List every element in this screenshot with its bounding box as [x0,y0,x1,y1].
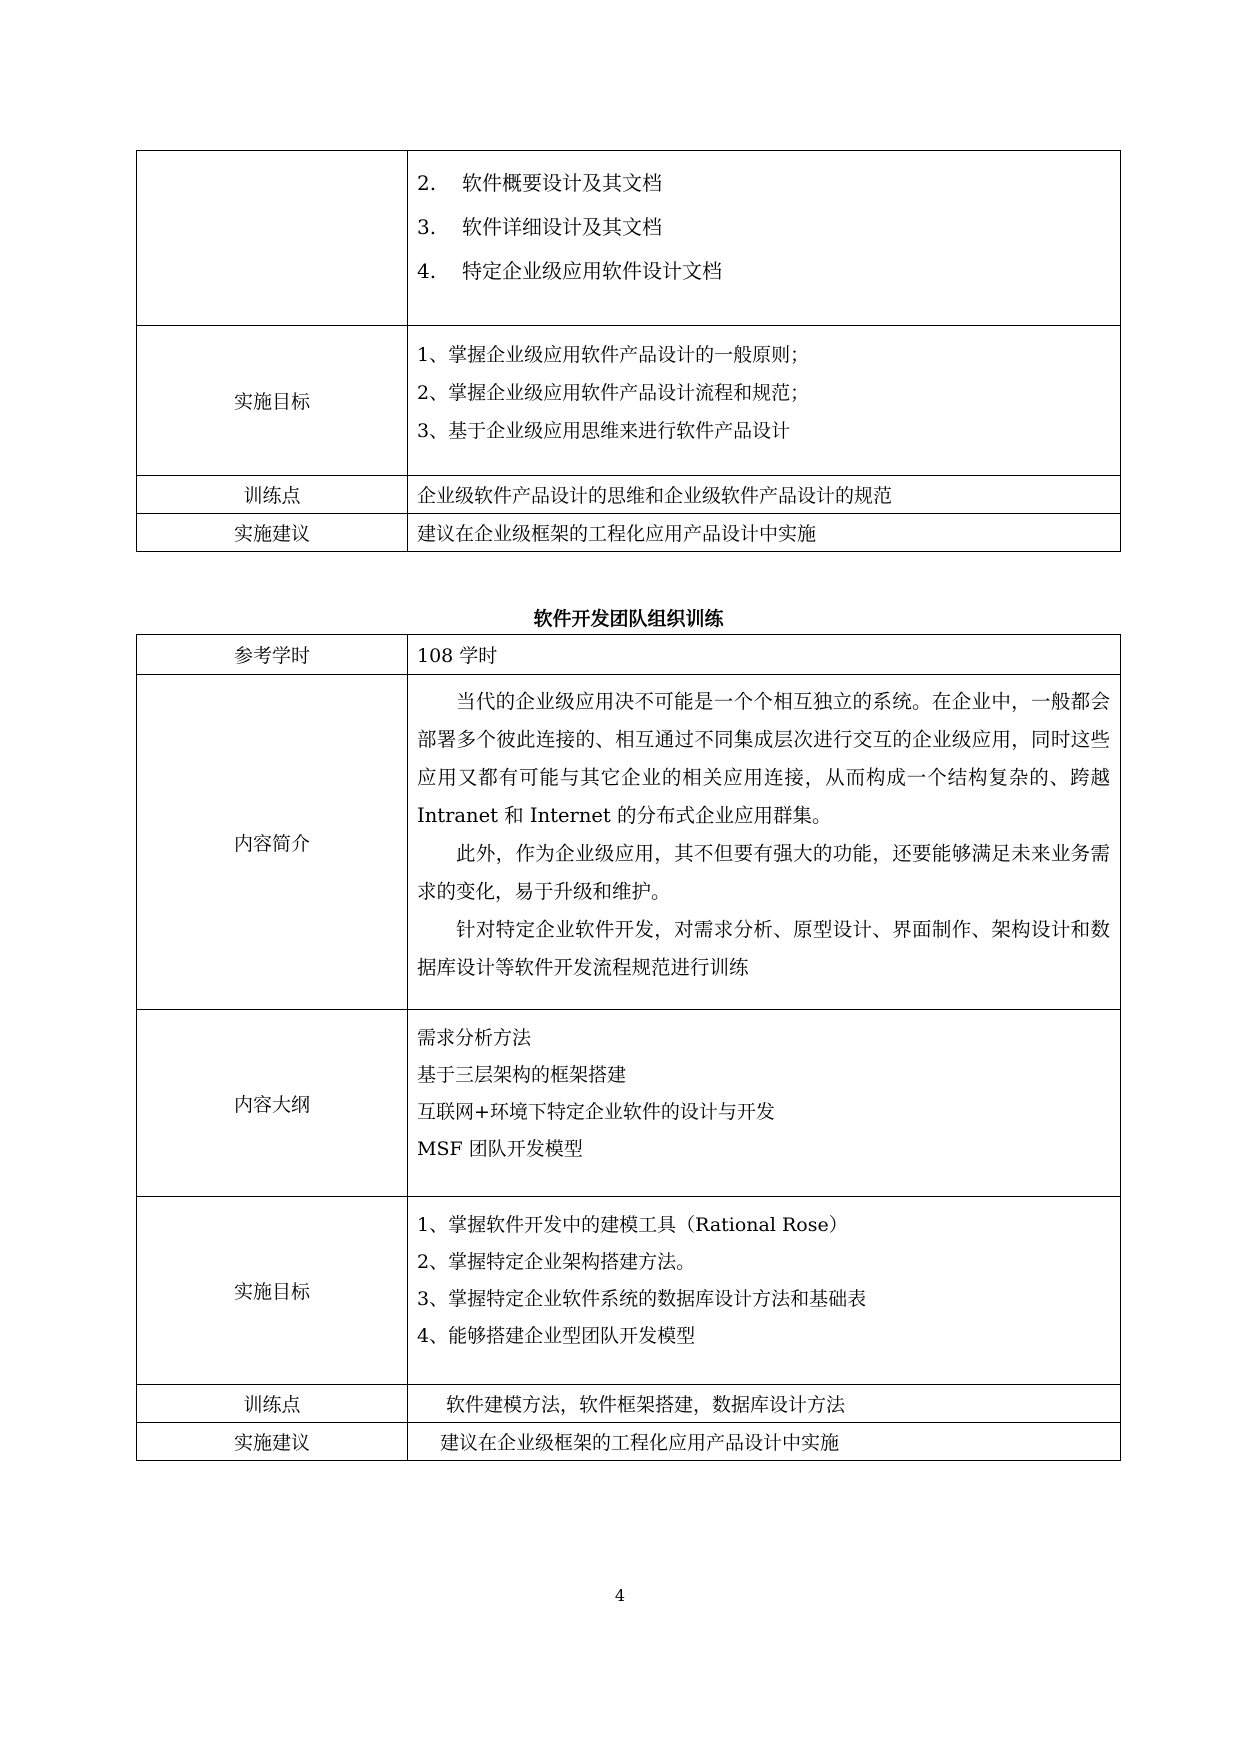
table-row [137,326,1121,476]
row-content [408,326,1121,476]
row-label: 内容大纲 [137,1010,408,1197]
list-item: 1、掌握软件开发中的建模工具（Rational Rose） [417,1214,848,1236]
list-item: 3、掌握特定企业软件系统的数据库设计方法和基础表 [417,1288,867,1310]
page-number: 4 [614,1586,626,1605]
row-label [137,151,408,326]
list-item: 互联网+环境下特定企业软件的设计与开发 [417,1101,775,1123]
list-item: 2. 软件概要设计及其文档 [417,171,662,195]
table-row [137,1010,1121,1197]
row-content: 108 学时 [408,635,1121,675]
row-label: 实施建议 [137,514,408,552]
table-row [137,1197,1121,1385]
list-item: 1、掌握企业级应用软件产品设计的一般原则； [417,344,810,366]
row-content [408,1197,1121,1385]
list-item: 3、基于企业级应用思维来进行软件产品设计 [417,420,791,442]
table-row [137,1423,1121,1461]
row-content [408,1010,1121,1197]
list-item: MSF 团队开发模型 [417,1138,583,1160]
row-content: 建议在企业级框架的工程化应用产品设计中实施 [408,1423,1121,1461]
row-label: 内容简介 [137,675,408,1010]
row-label: 实施建议 [137,1423,408,1461]
table-row [137,1385,1121,1423]
row-content [408,675,1121,1010]
course-table-continued [136,150,1121,552]
row-label: 实施目标 [137,1197,408,1385]
paragraph: 针对特定企业软件开发，对需求分析、原型设计、界面制作、架构设计和数据库设计等软件开发流程规范进行训练 [417,918,1110,979]
list-item: 基于三层架构的框架搭建 [417,1064,627,1086]
list-item: 2、掌握企业级应用软件产品设计流程和规范； [417,382,810,404]
course-table [136,634,1121,1461]
section-title: 软件开发团队组织训练 [533,608,724,630]
row-content [408,151,1121,326]
paragraph: 此外，作为企业级应用，其不但要有强大的功能，还要能够满足未来业务需求的变化，易于升级和维护。 [417,842,1110,903]
row-label: 训练点 [137,1385,408,1423]
list-item: 3. 软件详细设计及其文档 [417,215,662,239]
table-row [137,476,1121,514]
list-item: 2、掌握特定企业架构搭建方法。 [417,1251,696,1273]
row-label: 实施目标 [137,326,408,476]
list-item: 需求分析方法 [417,1027,532,1049]
list-item: 4、能够搭建企业型团队开发模型 [417,1325,696,1347]
paragraph: 当代的企业级应用决不可能是一个个相互独立的系统。在企业中，一般都会部署多个彼此连接的、相互通过不同集成层次进行交互的企业级应用，同时这些应用又都有可能与其它企业的相关应用连接，从而构成一个结构复杂的、跨越 Intranet 和 Internet 的分布式企业应用群集。 [417,690,1110,827]
table-row [137,151,1121,326]
table-row [137,675,1121,1010]
row-label: 参考学时 [137,635,408,675]
row-content: 建议在企业级框架的工程化应用产品设计中实施 [408,514,1121,552]
row-content: 软件建模方法，软件框架搭建，数据库设计方法 [408,1385,1121,1423]
table-row [137,635,1121,675]
table-row [137,514,1121,552]
row-content: 企业级软件产品设计的思维和企业级软件产品设计的规范 [408,476,1121,514]
row-label: 训练点 [137,476,408,514]
list-item: 4. 特定企业级应用软件设计文档 [417,259,722,283]
